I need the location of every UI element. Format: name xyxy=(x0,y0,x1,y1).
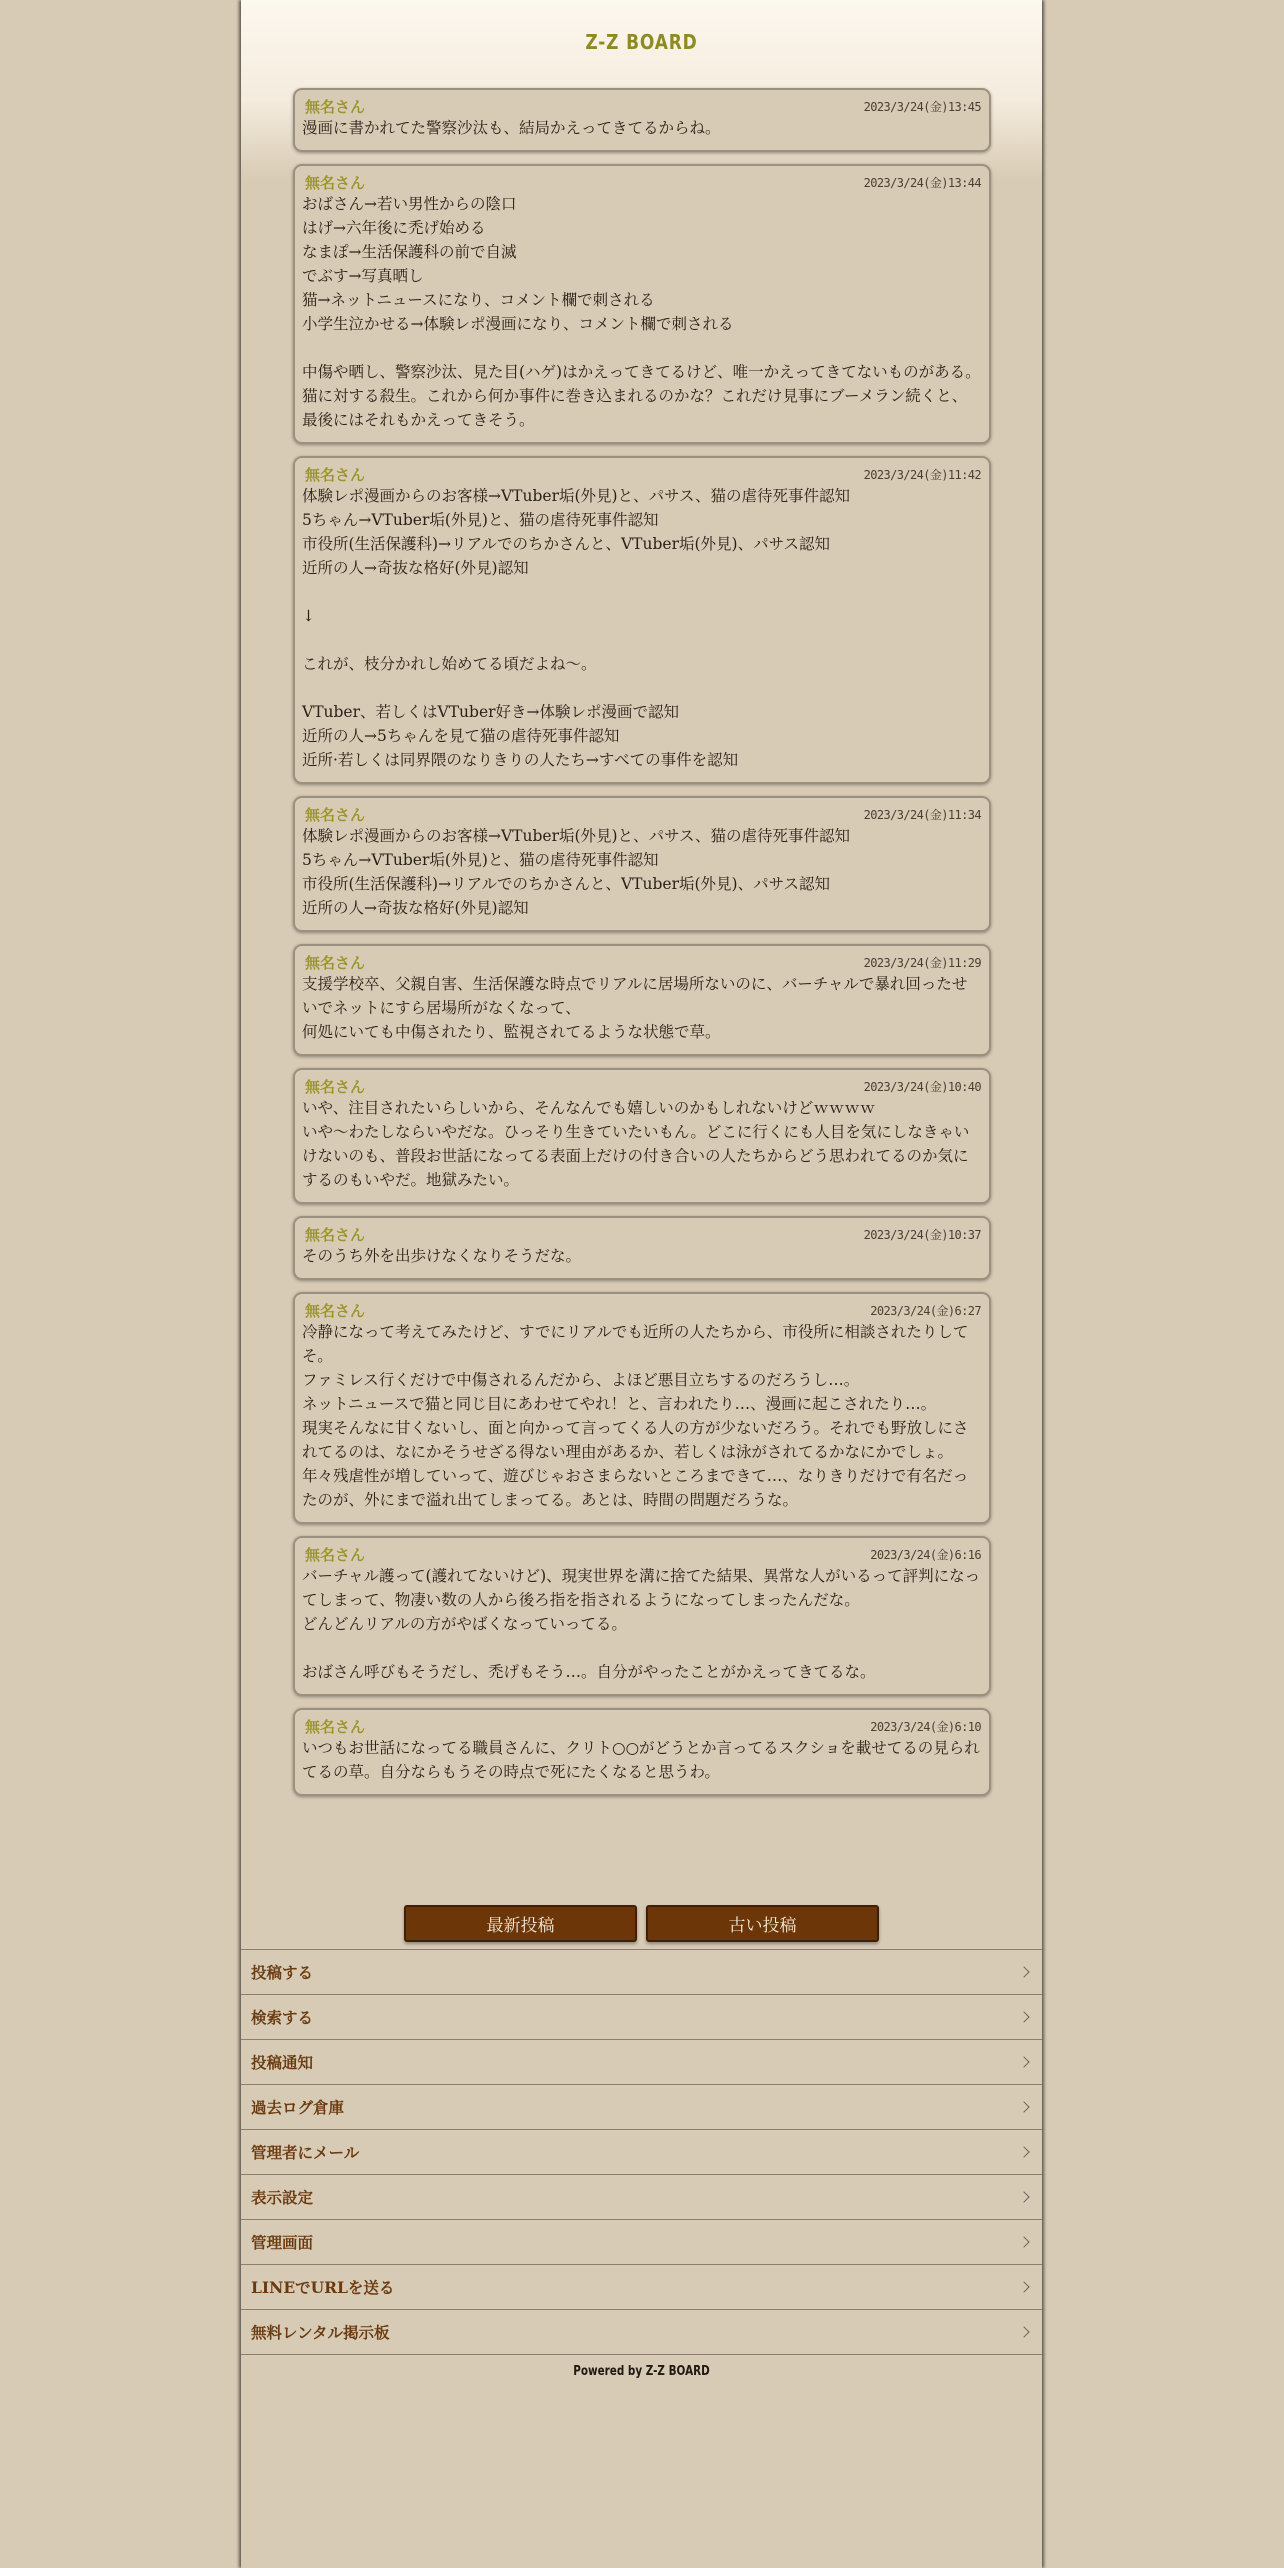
board-title[interactable]: Z-Z BOARD xyxy=(585,30,698,54)
chevron-right-icon xyxy=(1018,2191,1029,2202)
post-body: 冷静になって考えてみたけど、すでにリアルでも近所の人たちから、市役所に相談されたりしてそ。 ファミレス行くだけで中傷されるんだから、よほど悪目立ちするのだろうし…。 ネットニュースで猫と同じ目にあわせてやれ！と、言われたり…、漫画に起こされたり…。 現実そんなに甘くないし、面と向かって言ってくる人の方が少ないだろう。それでも野放しにされてるのは、なにかそうせざる得ない理由があるか、若しくは泳がされてるかなにかでしょ。 年々残虐性が増していって、遊びじゃおさまらないところまできて…、なりきりだけで有名だったのが、外にまで溢れ出てしまってる。あとは、時間の問題だろうな。 xyxy=(302,1323,969,1509)
post-date: 2023/3/24(金)11:42 xyxy=(863,467,981,482)
menu-item-label: 表示設定 xyxy=(251,2188,314,2207)
post-date: 2023/3/24(金)13:45 xyxy=(863,99,981,114)
post-header xyxy=(302,804,981,824)
post-header xyxy=(302,1544,981,1564)
post-header xyxy=(302,1224,981,1244)
post-card xyxy=(293,1068,991,1204)
post-date: 2023/3/24(金)10:37 xyxy=(863,1227,981,1242)
menu-item-display-settings[interactable] xyxy=(241,2175,1042,2220)
post-card xyxy=(293,796,991,932)
post-card xyxy=(293,456,991,784)
post-date: 2023/3/24(金)10:40 xyxy=(863,1079,981,1094)
post-author: 無名さん xyxy=(305,805,366,824)
post-author: 無名さん xyxy=(305,1545,366,1564)
post-date: 2023/3/24(金)6:16 xyxy=(870,1547,981,1562)
post-card xyxy=(293,88,991,152)
menu-item-free-board[interactable] xyxy=(241,2310,1042,2355)
post-list xyxy=(293,88,991,1808)
menu-item-mail-admin[interactable] xyxy=(241,2130,1042,2175)
chevron-right-icon xyxy=(1018,2236,1029,2247)
post-header xyxy=(302,1300,981,1320)
post-card xyxy=(293,164,991,444)
post-author: 無名さん xyxy=(305,1225,366,1244)
chevron-right-icon xyxy=(1018,2281,1029,2292)
older-posts-button[interactable]: 古い投稿 xyxy=(646,1905,879,1942)
chevron-right-icon xyxy=(1018,2011,1029,2022)
post-header xyxy=(302,952,981,972)
post-date: 2023/3/24(金)11:34 xyxy=(863,807,981,822)
board-page xyxy=(241,0,1042,2568)
post-author: 無名さん xyxy=(305,1717,366,1736)
post-author: 無名さん xyxy=(305,465,366,484)
post-card xyxy=(293,1292,991,1524)
post-date: 2023/3/24(金)13:44 xyxy=(863,175,981,190)
pager xyxy=(241,1905,1042,1942)
post-header xyxy=(302,1076,981,1096)
newest-posts-button[interactable]: 最新投稿 xyxy=(404,1905,637,1942)
post-date: 2023/3/24(金)6:10 xyxy=(870,1719,981,1734)
post-body: そのうち外を出歩けなくなりそうだな。 xyxy=(302,1247,582,1265)
post-date: 2023/3/24(金)11:29 xyxy=(863,955,981,970)
post-body: いや、注目されたいらしいから、そんなんでも嬉しいのかもしれないけどｗｗｗｗ いや～わたしならいやだな。ひっそり生きていたいもん。どこに行くにも人目を気にしなきゃいけないのも、普段お世話になってる表面上だけの付き合いの人たちからどう思われてるのか気にするのもいやだ。地獄みたい。 xyxy=(302,1099,970,1189)
post-body: 体験レポ漫画からのお客様→VTuber垢(外見)と、パサス、猫の虐待死事件認知 5ちゃん→VTuber垢(外見)と、猫の虐待死事件認知 市役所(生活保護科)→リアルでのちかさんと、VTuber垢(外見)、パサス認知 近所の人→奇抜な格好(外見)認知 xyxy=(302,827,850,917)
menu-item-label: 管理画面 xyxy=(251,2233,314,2252)
post-card xyxy=(293,944,991,1056)
menu-item-label: 投稿通知 xyxy=(251,2053,314,2072)
post-date: 2023/3/24(金)6:27 xyxy=(870,1303,981,1318)
post-card xyxy=(293,1216,991,1280)
post-body: おばさん→若い男性からの陰口 はげ→六年後に禿げ始める なまぽ→生活保護科の前で自滅 でぶす→写真晒し 猫→ネットニュースになり、コメント欄で刺される 小学生泣かせる→体験レポ漫画になり、コメント欄で刺される 中傷や晒し、警察沙汰、見た目(ハゲ)はかえってきてるけど、唯一かえってきてないものがある。猫に対する殺生。これから何か事件に巻き込まれるのかな？これだけ見事にブーメラン続くと、最後にはそれもかえってきそう。 xyxy=(302,195,981,429)
post-card xyxy=(293,1536,991,1696)
chevron-right-icon xyxy=(1018,2326,1029,2337)
post-card xyxy=(293,1708,991,1796)
post-body: バーチャル護って(護れてないけど)、現実世界を溝に捨てた結果、異常な人がいるって評判になってしまって、物凄い数の人から後ろ指を指されるようになってしまったんだな。 どんどんリアルの方がやばくなっていってる。 おばさん呼びもそうだし、禿げもそう…。自分がやったことがかえってきてるな。 xyxy=(302,1567,981,1681)
menu-item-post[interactable] xyxy=(241,1950,1042,1995)
menu-item-label: 管理者にメール xyxy=(251,2143,360,2162)
menu-list xyxy=(241,1949,1042,2355)
menu-item-label: 無料レンタル掲示板 xyxy=(251,2323,390,2342)
chevron-right-icon xyxy=(1018,2101,1029,2112)
post-header xyxy=(302,172,981,192)
post-author: 無名さん xyxy=(305,1077,366,1096)
chevron-right-icon xyxy=(1018,2146,1029,2157)
menu-item-admin[interactable] xyxy=(241,2220,1042,2265)
menu-item-line-share[interactable] xyxy=(241,2265,1042,2310)
post-body: 支援学校卒、父親自害、生活保護な時点でリアルに居場所ないのに、バーチャルで暴れ回ったせいでネットにすら居場所がなくなって、 何処にいても中傷されたり、監視されてるような状態で草。 xyxy=(302,975,968,1041)
post-author: 無名さん xyxy=(305,97,366,116)
chevron-right-icon xyxy=(1018,1966,1029,1977)
menu-item-notify[interactable] xyxy=(241,2040,1042,2085)
menu-item-label: 検索する xyxy=(251,2008,314,2027)
post-header xyxy=(302,464,981,484)
menu-item-label: 過去ログ倉庫 xyxy=(251,2098,345,2117)
powered-by[interactable]: Powered by Z-Z BOARD xyxy=(573,2364,710,2379)
post-author: 無名さん xyxy=(305,953,366,972)
post-author: 無名さん xyxy=(305,173,366,192)
post-body: 体験レポ漫画からのお客様→VTuber垢(外見)と、パサス、猫の虐待死事件認知 5ちゃん→VTuber垢(外見)と、猫の虐待死事件認知 市役所(生活保護科)→リアルでのちかさんと、VTuber垢(外見)、パサス認知 近所の人→奇抜な格好(外見)認知 ↓ これが、枝分かれし始めてる頃だよね～。 VTuber、若しくはVTuber好き→体験レポ漫画で認知 近所の人→5ちゃんを見て猫の虐待死事件認知 近所·若しくは同界隈のなりきりの人たち→すべての事件を認知 xyxy=(302,487,850,769)
menu-item-search[interactable] xyxy=(241,1995,1042,2040)
post-body: いつもお世話になってる職員さんに、クリト○○がどうとか言ってるスクショを載せてるの見られてるの草。自分ならもうその時点で死にたくなると思うわ。 xyxy=(302,1739,980,1781)
menu-item-archive[interactable] xyxy=(241,2085,1042,2130)
post-author: 無名さん xyxy=(305,1301,366,1320)
post-body: 漫画に書かれてた警察沙汰も、結局かえってきてるからね。 xyxy=(302,119,721,137)
post-header xyxy=(302,1716,981,1736)
post-header xyxy=(302,96,981,116)
menu-item-label: LINEでURLを送る xyxy=(251,2278,395,2297)
menu-item-label: 投稿する xyxy=(251,1963,314,1982)
chevron-right-icon xyxy=(1018,2056,1029,2067)
